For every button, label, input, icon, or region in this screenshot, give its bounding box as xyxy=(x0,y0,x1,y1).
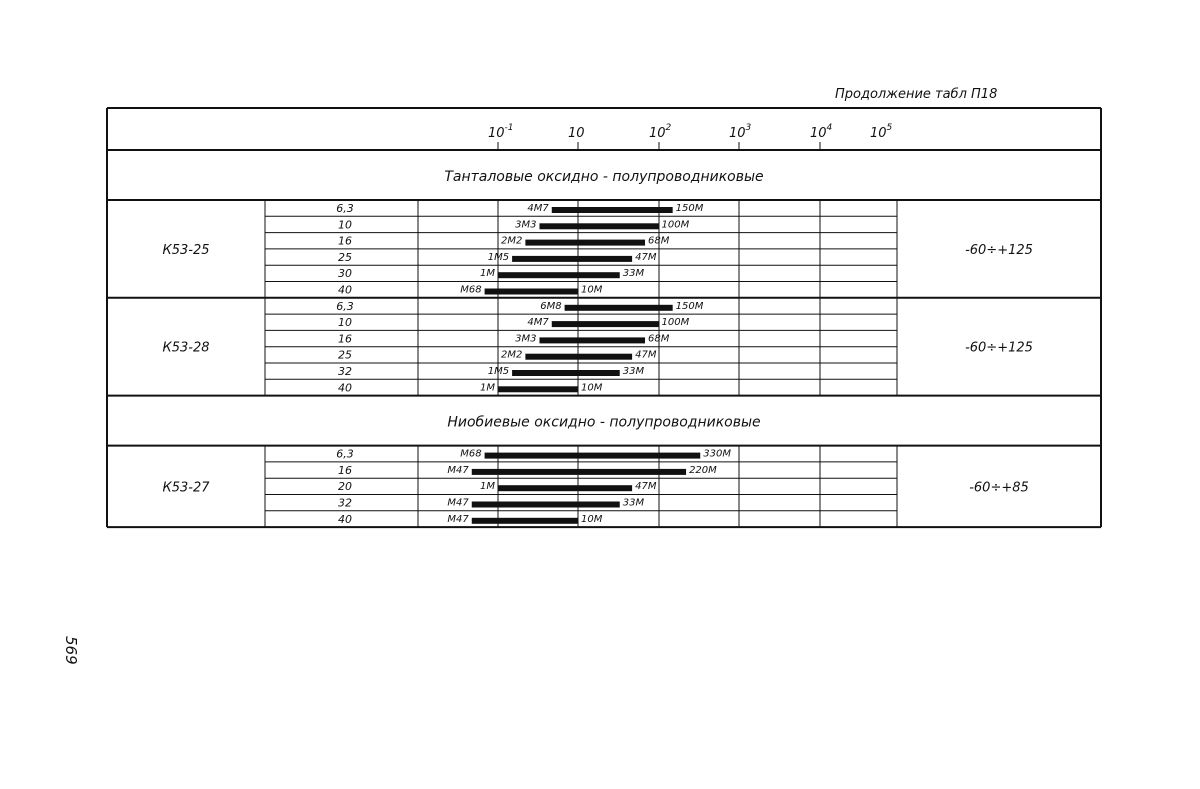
capacitance-range-bar xyxy=(525,240,645,246)
voltage-value: 40 xyxy=(338,512,352,526)
table-content xyxy=(162,123,1032,526)
voltage-value: 10 xyxy=(338,218,352,232)
capacitor-type: К53-28 xyxy=(162,340,210,356)
min-capacitance-label: 3М3 xyxy=(515,219,537,231)
max-capacitance-label: 47М xyxy=(635,349,657,361)
max-capacitance-label: 100М xyxy=(661,219,690,231)
voltage-value: 20 xyxy=(338,480,352,494)
capacitance-range-bar xyxy=(472,518,578,524)
capacitor-type: К53-27 xyxy=(162,480,210,496)
min-capacitance-label: 1М xyxy=(480,481,495,493)
voltage-value: 6,3 xyxy=(336,202,354,215)
min-capacitance-label: 1М xyxy=(480,382,495,394)
max-capacitance-label: 33М xyxy=(622,366,645,377)
scale-tick-exponent: 2 xyxy=(665,123,672,133)
max-capacitance-label: 33М xyxy=(622,497,645,509)
scale-tick-exponent: 3 xyxy=(745,123,752,133)
capacitance-range-bar xyxy=(512,256,632,262)
capacitance-range-bar xyxy=(539,223,658,229)
max-capacitance-label: 150М xyxy=(675,203,704,214)
min-capacitance-label: 4М7 xyxy=(527,203,549,214)
voltage-value: 32 xyxy=(338,365,352,378)
max-capacitance-label: 10М xyxy=(581,382,603,394)
section-title: Ниобиевые оксидно - полупроводниковые xyxy=(447,414,761,431)
capacitance-range-bar xyxy=(525,354,632,360)
min-capacitance-label: 4М7 xyxy=(527,317,549,329)
scale-tick-label: 10 xyxy=(568,126,585,141)
max-capacitance-label: 220М xyxy=(689,464,717,476)
temperature-range: -60÷+125 xyxy=(965,242,1033,258)
max-capacitance-label: 150М xyxy=(675,300,704,312)
min-capacitance-label: М68 xyxy=(460,284,482,296)
min-capacitance-label: 3М3 xyxy=(515,333,537,345)
scale-tick-exponent: 4 xyxy=(826,123,833,133)
capacitance-range-bar xyxy=(565,305,673,311)
min-capacitance-label: М47 xyxy=(447,497,469,509)
min-capacitance-label: 2М2 xyxy=(501,349,523,361)
capacitance-range-bar xyxy=(472,469,686,475)
voltage-value: 25 xyxy=(338,348,352,362)
capacitance-range-bar xyxy=(552,321,659,327)
voltage-value: 16 xyxy=(338,332,352,346)
capacitance-range-bar xyxy=(485,453,701,459)
min-capacitance-label: 1М5 xyxy=(487,366,510,377)
max-capacitance-label: 330М xyxy=(703,448,731,460)
voltage-value: 6,3 xyxy=(336,299,354,313)
voltage-value: 16 xyxy=(338,234,352,248)
voltage-value: 40 xyxy=(338,283,352,297)
max-capacitance-label: 10М xyxy=(581,513,603,525)
voltage-value: 25 xyxy=(338,250,352,264)
max-capacitance-label: 68М xyxy=(648,333,670,345)
min-capacitance-label: М47 xyxy=(447,464,469,476)
continuation-label: Продолжение табл П18 xyxy=(835,87,998,102)
voltage-value: 10 xyxy=(338,316,352,330)
scale-tick-label: $10^2$ xyxy=(649,123,672,141)
max-capacitance-label: 100М xyxy=(661,317,690,329)
capacitor-type: К53-25 xyxy=(162,242,210,258)
scale-tick-label: $10^5$ xyxy=(870,123,893,141)
max-capacitance-label: 68М xyxy=(648,235,670,247)
max-capacitance-label: 47М xyxy=(635,481,657,493)
min-capacitance-label: М68 xyxy=(460,448,482,460)
voltage-value: 40 xyxy=(338,381,352,395)
voltage-value: 16 xyxy=(338,463,352,477)
page-number: 569 xyxy=(62,636,80,665)
scale-tick-label: $10^3$ xyxy=(729,123,752,141)
voltage-value: 32 xyxy=(338,496,352,510)
scale-tick-exponent: -1 xyxy=(504,123,514,133)
capacitance-range-bar xyxy=(498,386,578,392)
min-capacitance-label: 2М2 xyxy=(501,235,523,247)
capacitance-range-bar xyxy=(498,485,632,491)
min-capacitance-label: 6М8 xyxy=(540,300,562,312)
capacitance-range-bar xyxy=(512,370,620,376)
capacitance-range-bar xyxy=(498,272,620,278)
capacitance-range-bar xyxy=(472,502,620,508)
voltage-value: 6,3 xyxy=(336,447,354,461)
section-title: Танталовые оксидно - полупроводниковые xyxy=(444,169,764,185)
max-capacitance-label: 33М xyxy=(622,268,645,280)
min-capacitance-label: 1М5 xyxy=(487,251,510,263)
min-capacitance-label: 1М xyxy=(480,268,495,280)
max-capacitance-label: 10М xyxy=(581,284,603,296)
capacitance-range-bar xyxy=(552,207,673,213)
scale-tick-exponent: 5 xyxy=(886,123,893,133)
scale-tick-label: $10^{-1}$ xyxy=(488,123,514,141)
capacitance-range-bar xyxy=(539,337,645,343)
max-capacitance-label: 47М xyxy=(635,251,657,263)
scale-tick-label: $10^4$ xyxy=(810,123,833,141)
temperature-range: -60÷+125 xyxy=(965,340,1033,356)
min-capacitance-label: М47 xyxy=(447,513,469,525)
temperature-range: -60÷+85 xyxy=(969,480,1029,496)
capacitance-range-bar xyxy=(485,289,578,295)
voltage-value: 30 xyxy=(338,267,352,281)
